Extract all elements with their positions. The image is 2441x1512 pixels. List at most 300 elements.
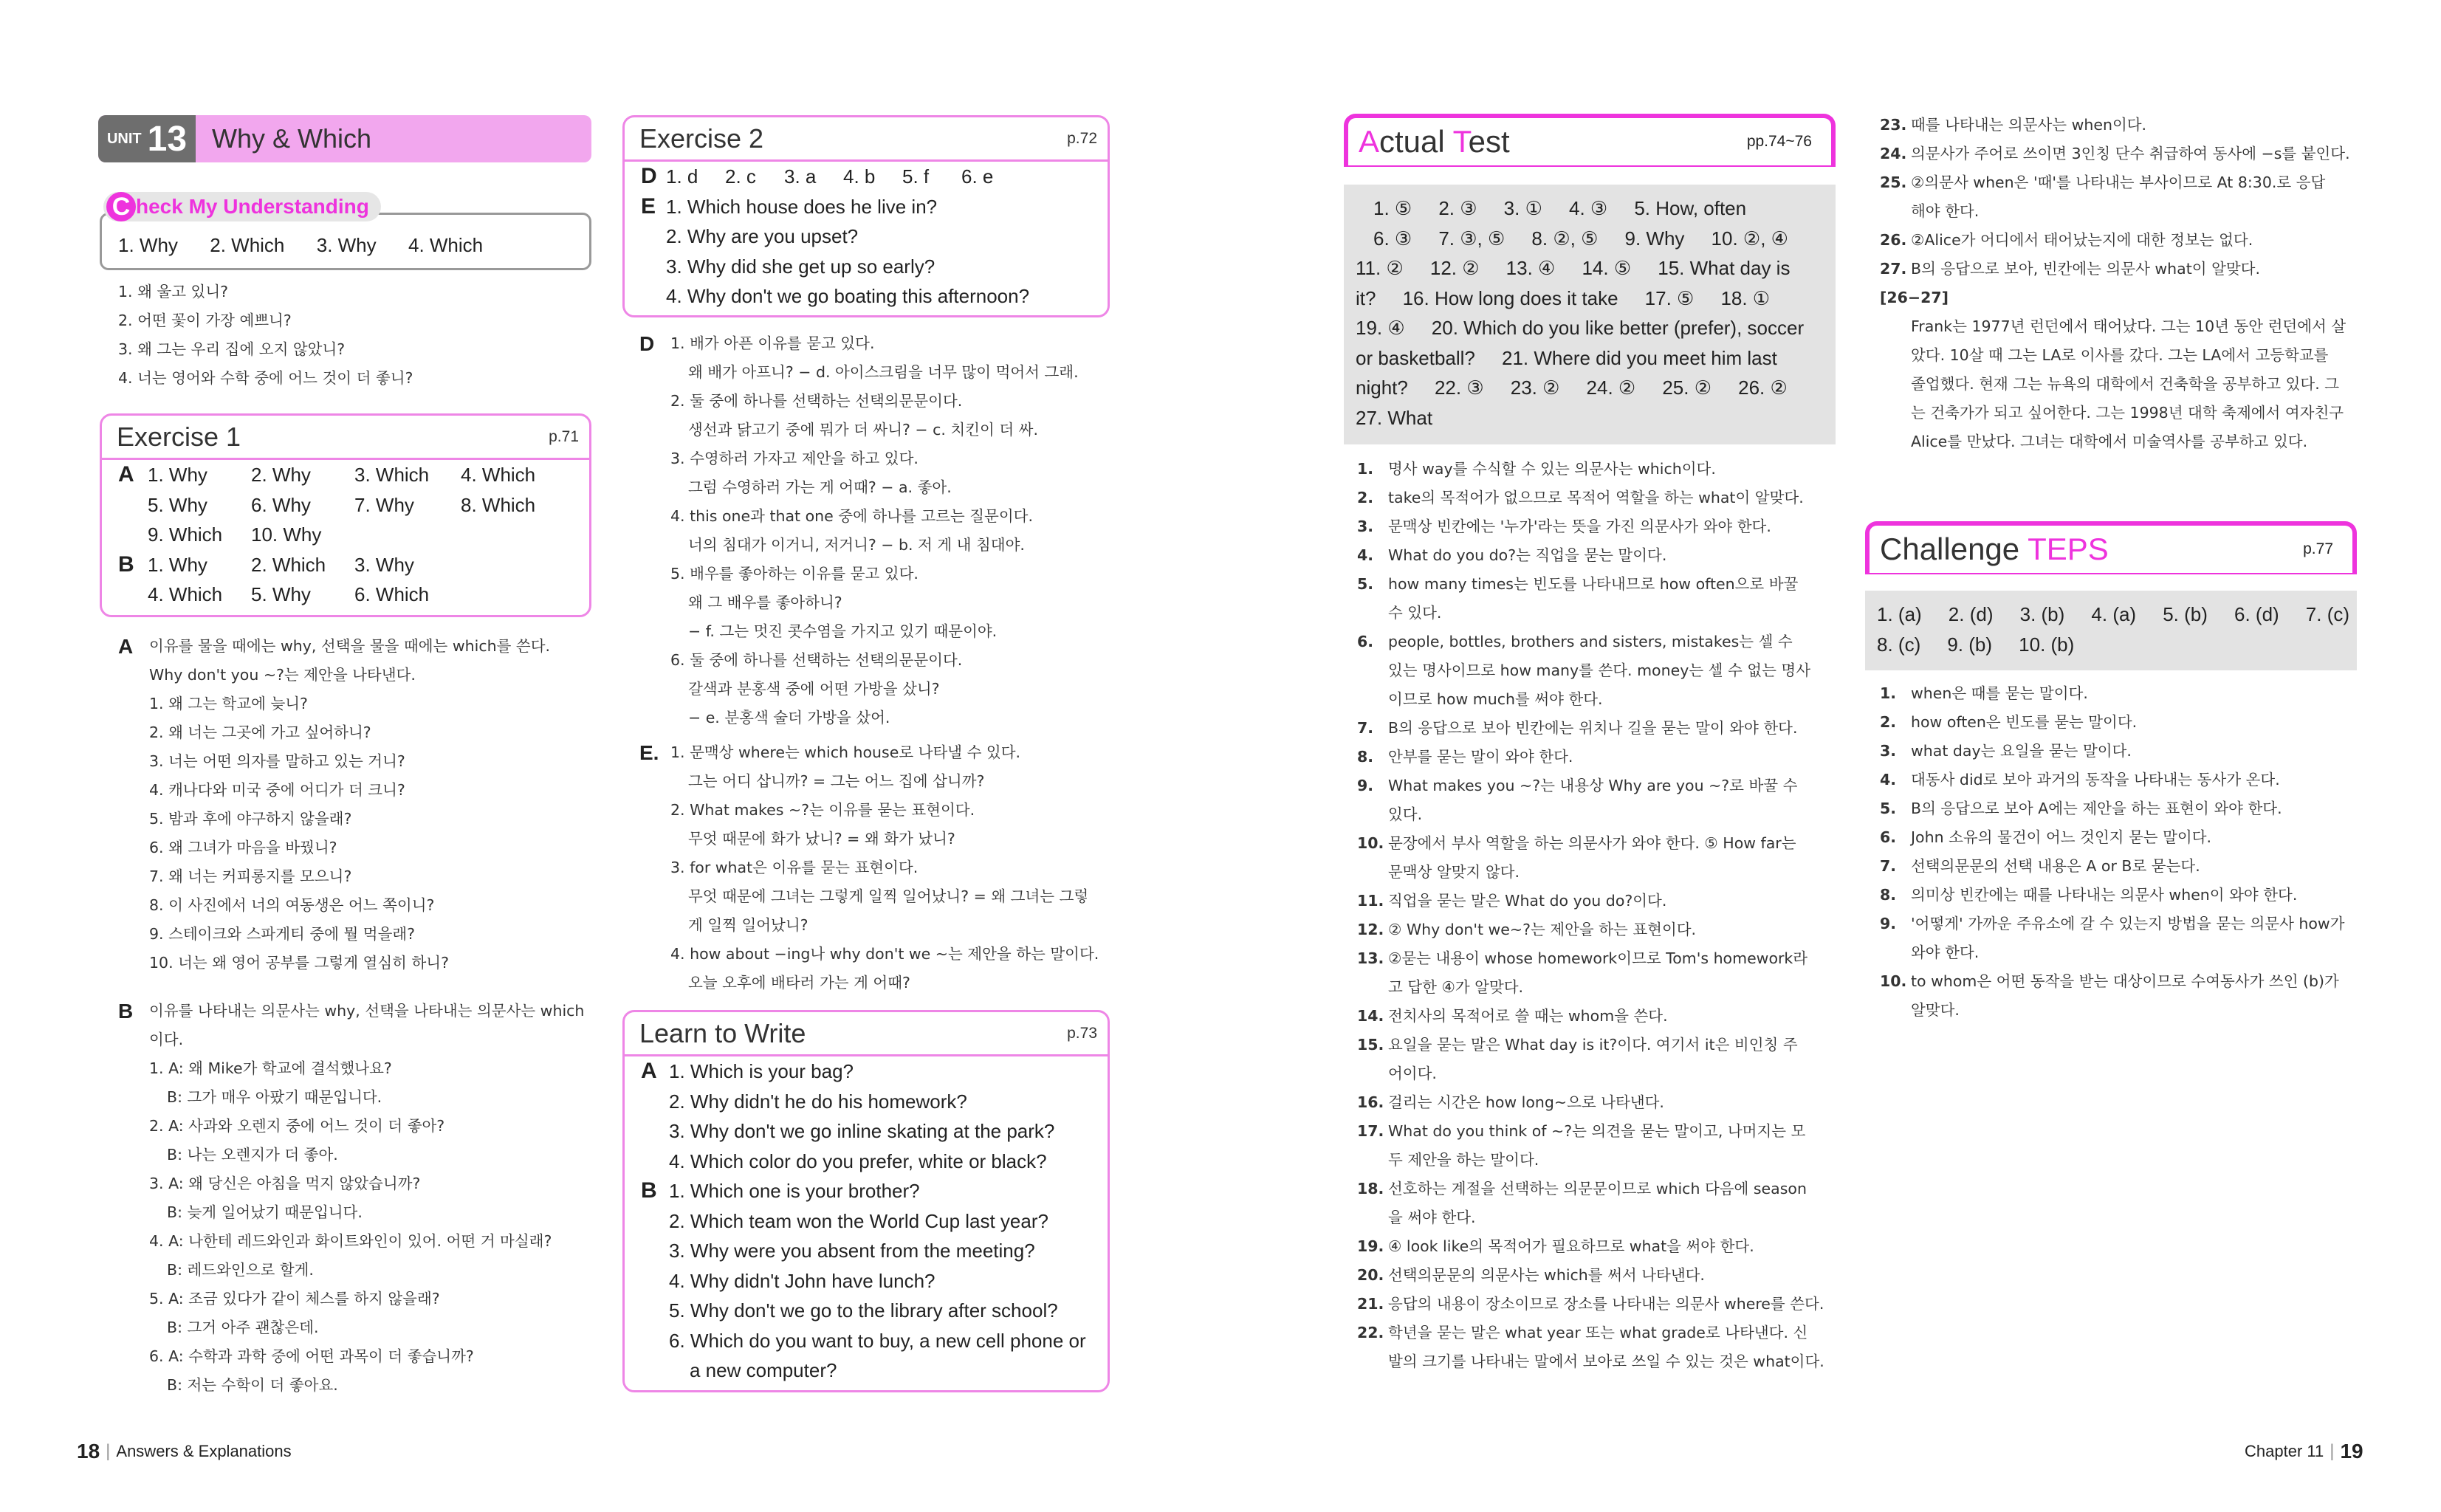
expl-line — [1880, 679, 2360, 708]
expl-line: Why don't you ~?는 제안을 나타낸다. — [149, 666, 416, 684]
expl-number: 11. — [1357, 892, 1384, 910]
answer: 6. e — [961, 165, 994, 188]
expl-text: 안부를 묻는 말이 와야 한다. — [1388, 748, 1573, 766]
expl-number: 12. — [1357, 921, 1384, 938]
check-answers: 1. Why 2. Which 3. Why 4. Which — [118, 234, 484, 256]
expl-text: 두 제안을 하는 말이다. — [1388, 1151, 1539, 1169]
expl-line: − f. 그는 멋진 콧수염을 가지고 있기 때문이야. — [688, 622, 998, 640]
expl-line — [1357, 1319, 1837, 1347]
expl-line — [1357, 1059, 1837, 1088]
expl-text: 학년을 묻는 말은 what year 또는 what grade로 나타낸다. 신 — [1388, 1324, 1808, 1341]
actual-test-explanations-2 — [1880, 111, 2360, 456]
expl-text: 있는 명사이므로 how many를 쓴다. money는 셀 수 없는 명사 — [1388, 662, 1811, 679]
expl-text: 요일을 묻는 말은 What day is it?이다. 여기서 it은 비인칭 주 — [1388, 1036, 1798, 1054]
expl-line: 3. 수영하러 가자고 제안을 하고 있다. — [670, 450, 919, 467]
expl-number: 25. — [1880, 173, 1907, 191]
answer-row: 8. (c) 9. (b) 10. (b) — [1877, 633, 2075, 656]
expl-line — [1880, 766, 2360, 794]
expl-line — [1880, 226, 2360, 255]
expl-line: 5. A: 조금 있다가 같이 체스를 하지 않을래? — [149, 1290, 440, 1307]
expl-number: 14. — [1357, 1007, 1384, 1025]
actual-test-page: pp.74~76 — [1746, 133, 1812, 150]
expl-number: 20. — [1357, 1266, 1384, 1284]
expl-line — [1357, 484, 1837, 512]
expl-line: 4. how about −ing나 why don't we ~는 제안을 하는 말이다. — [670, 945, 1099, 963]
expl-line — [1880, 255, 2360, 284]
expl-line — [1357, 455, 1837, 484]
expl-line: 3. 너는 어떤 의자를 말하고 있는 거니? — [149, 752, 405, 770]
expl-text: 알맞다. — [1911, 1001, 1960, 1019]
answer: 1. Which house does he live in? — [666, 195, 938, 218]
expl-number — [1357, 656, 1388, 685]
title-accent: TEPS — [2028, 532, 2109, 566]
expl-number — [1880, 370, 1911, 399]
expl-text: 직업을 묻는 말은 What do you do?이다. — [1388, 892, 1667, 910]
expl-text: to whom은 어떤 동작을 받는 대상이므로 수여동사가 쓰인 (b)가 — [1911, 972, 2339, 990]
expl-text: 의문사가 주어로 쓰이면 3인칭 단수 취급하여 동사에 −s를 붙인다. — [1911, 145, 2350, 162]
answer: 2. Why didn't he do his homework? — [669, 1090, 967, 1113]
learn-to-write-box — [622, 1010, 1110, 1392]
expl-text: 수 있다. — [1388, 604, 1442, 622]
expl-number: 19. — [1357, 1237, 1384, 1255]
answer: 6. Which do you want to buy, a new cell phone or — [669, 1329, 1086, 1352]
section-label: E — [641, 193, 656, 219]
expl-text: 선택의문문의 선택 내용은 A or B로 묻는다. — [1911, 857, 2200, 875]
expl-line — [1880, 284, 2360, 312]
title-letter: A — [1359, 124, 1380, 159]
answer-row: or basketball? 21. Where did you meet him last — [1356, 346, 1777, 369]
expl-text: 발의 크기를 나타내는 말에서 보아로 쓰일 수 있는 것은 what이다. — [1388, 1353, 1824, 1370]
expl-text: 있다. — [1388, 805, 1423, 823]
expl-line: 4. 캐나다와 미국 중에 어디가 더 크니? — [149, 781, 405, 799]
expl-line: 3. A: 왜 당신은 아침을 먹지 않았습니까? — [149, 1175, 421, 1192]
expl-line: 6. 왜 그녀가 마음을 바꿨니? — [149, 839, 337, 856]
expl-line — [1357, 915, 1837, 944]
expl-line: 생선과 닭고기 중에 뭐가 더 싸니? − c. 치킨이 더 싸. — [688, 421, 1038, 439]
expl-line — [1880, 794, 2360, 823]
answer: 4. Which — [148, 583, 223, 605]
expl-number: 6. — [1357, 633, 1374, 650]
expl-text: Alice를 만났다. 그녀는 대학에서 미술역사를 공부하고 있다. — [1911, 433, 2308, 450]
expl-line: 4. this one과 that one 중에 하나를 고르는 질문이다. — [670, 507, 1033, 525]
expl-line — [1357, 512, 1837, 541]
footer-separator: | — [2330, 1441, 2335, 1461]
section-label: A — [641, 1059, 657, 1083]
answer: 4. b — [843, 165, 876, 188]
expl-line — [1880, 140, 2360, 168]
expl-number: 10. — [1880, 972, 1907, 990]
answer: a new computer? — [690, 1359, 837, 1381]
expl-line: 8. 이 사진에서 너의 여동생은 어느 쪽이니? — [149, 896, 435, 914]
expl-line — [1880, 312, 2360, 341]
answer: 3. Why were you absent from the meeting? — [669, 1240, 1035, 1262]
section-label: D — [639, 332, 655, 355]
expl-line: 오늘 오후에 배타러 가는 게 어때? — [688, 974, 910, 992]
expl-line — [1880, 341, 2360, 370]
section-label: B — [118, 1000, 134, 1023]
expl-line: 7. 왜 너는 커피롱지를 모으니? — [149, 867, 352, 885]
expl-text: 문장에서 부사 역할을 하는 의문사가 와야 한다. ⑤ How far는 — [1388, 834, 1796, 852]
expl-text: B의 응답으로 보아 A에는 제안을 하는 표현이 와야 한다. — [1911, 800, 2282, 817]
expl-number — [1880, 427, 1911, 456]
expl-number: 17. — [1357, 1122, 1384, 1140]
expl-line — [1357, 944, 1837, 973]
expl-number — [1357, 858, 1388, 887]
expl-text: 선택의문문의 의문사는 which를 써서 나타낸다. — [1388, 1266, 1705, 1284]
learn-to-write-page: p.73 — [1067, 1024, 1097, 1042]
unit-badge — [98, 115, 196, 162]
answer: 7. Why — [354, 493, 414, 516]
expl-number: 16. — [1357, 1093, 1384, 1111]
expl-number: 5. — [1880, 800, 1897, 817]
expl-line: 3. for what은 이유를 묻는 표현이다. — [670, 859, 919, 876]
expl-line — [1880, 881, 2360, 910]
expl-line — [1357, 1261, 1837, 1290]
expl-number: 2. — [1357, 489, 1374, 506]
expl-number — [1880, 996, 1911, 1025]
expl-number — [1880, 399, 1911, 427]
expl-line: 5. 배우를 좋아하는 이유를 묻고 있다. — [670, 565, 919, 583]
answer: 6. Why — [251, 493, 311, 516]
answer: 2. Why are you upset? — [666, 225, 859, 247]
expl-text: 문맥상 빈칸에는 '누가'라는 뜻을 가진 의문사가 와야 한다. — [1388, 518, 1771, 535]
expl-number: 26. — [1880, 231, 1907, 249]
check-ko-line: 2. 어떤 꽃이 가장 예쁘니? — [118, 312, 292, 329]
expl-line — [1880, 168, 2360, 197]
explanation-b — [118, 997, 584, 1400]
actual-test-header — [1344, 114, 1836, 167]
expl-text: 해야 한다. — [1911, 202, 1980, 220]
challenge-explanations — [1880, 679, 2360, 1025]
expl-line: 그럼 수영하러 가는 게 어때? − a. 좋아. — [688, 478, 952, 496]
expl-number: 13. — [1357, 949, 1384, 967]
expl-line — [1880, 938, 2360, 967]
expl-text: 명사 way를 수식할 수 있는 의문사는 which이다. — [1388, 460, 1716, 478]
expl-number: 2. — [1880, 713, 1897, 731]
expl-line: B: 그가 매우 아팠기 때문입니다. — [167, 1088, 382, 1106]
expl-line — [1880, 823, 2360, 852]
expl-text: What do you think of ~?는 의견을 묻는 말이고, 나머지는 모 — [1388, 1122, 1806, 1140]
expl-line: − e. 분홍색 술더 가방을 샀어. — [688, 709, 890, 726]
answer: 6. Which — [354, 583, 430, 605]
expl-line: B: 레드와인으로 할게. — [167, 1261, 314, 1279]
expl-line: 이유를 물을 때에는 why, 선택을 물을 때에는 which를 쓴다. — [149, 637, 551, 655]
answer: 1. Which is your bag? — [669, 1060, 854, 1082]
expl-line: 1. 왜 그는 학교에 늦니? — [149, 695, 308, 712]
expl-line: 왜 배가 아프니? − d. 아이스크림을 너무 많이 먹어서 그래. — [688, 363, 1079, 381]
expl-line — [1880, 197, 2360, 226]
challenge-page: p.77 — [2303, 540, 2333, 557]
answer-row: 19. ④ 20. Which do you like better (prefer), soccer — [1356, 317, 1805, 339]
expl-line — [1357, 685, 1837, 714]
expl-text: how many times는 빈도를 나타내므로 how often으로 바꿀 — [1388, 575, 1799, 593]
unit-label: UNIT — [106, 130, 142, 147]
section-label: B — [641, 1178, 657, 1203]
expl-line — [1357, 1117, 1837, 1146]
expl-number — [1357, 1203, 1388, 1232]
answer: 5. f — [902, 165, 930, 188]
expl-number: 24. — [1880, 145, 1907, 162]
page-number: 18 — [77, 1440, 100, 1463]
answer-row — [148, 490, 535, 520]
expl-text: 는 건축가가 되고 싶어한다. 그는 1998년 대학 축제에서 여자친구 — [1911, 404, 2344, 422]
expl-line — [1880, 370, 2360, 399]
expl-number — [1357, 800, 1388, 829]
expl-line: 2. A: 사과와 오렌지 중에 어느 것이 더 좋아? — [149, 1117, 445, 1135]
answer: 3. Why did she get up so early? — [666, 255, 935, 278]
answer: 4. Which — [461, 464, 536, 486]
expl-line — [1880, 996, 2360, 1025]
challenge-title — [1880, 532, 2109, 567]
section-label: B — [118, 551, 134, 577]
expl-line: 갈색과 분홍색 중에 어떤 가방을 샀니? — [688, 680, 940, 698]
expl-line — [1357, 714, 1837, 743]
expl-number: 3. — [1880, 742, 1897, 760]
expl-line — [1357, 541, 1837, 570]
footer-separator: | — [106, 1441, 111, 1461]
expl-text: when은 때를 묻는 말이다. — [1911, 684, 2088, 702]
expl-text: people, bottles, brothers and sisters, mistakes는 셀 수 — [1388, 633, 1793, 650]
challenge-teps-header — [1865, 521, 2357, 574]
answer: 2. Which team won the World Cup last year? — [669, 1209, 1048, 1232]
expl-number: 4. — [1357, 546, 1374, 564]
expl-line: 9. 스테이크와 스파게티 중에 뭘 먹을래? — [149, 925, 416, 943]
expl-line: 6. A: 수학과 과학 중에 어떤 과목이 더 좋습니까? — [149, 1347, 474, 1365]
expl-number — [1357, 1347, 1388, 1376]
expl-text: What do you do?는 직업을 묻는 말이다. — [1388, 546, 1667, 564]
footer-left — [77, 1440, 292, 1463]
expl-line: 이다. — [149, 1031, 184, 1048]
expl-line: 2. What makes ~?는 이유를 묻는 표현이다. — [670, 801, 975, 819]
expl-number: 1. — [1357, 460, 1374, 478]
expl-line: 무엇 때문에 화가 났니? = 왜 화가 났니? — [688, 830, 955, 848]
check-ko-line: 4. 너는 영어와 수학 중에 어느 것이 더 좋니? — [118, 369, 413, 387]
expl-line — [1357, 628, 1837, 656]
expl-line: 무엇 때문에 그녀는 그렇게 일찍 일어났니? = 왜 그녀는 그렇 — [688, 887, 1089, 905]
answer: 9. Which — [148, 523, 223, 546]
answer: 3. Why — [354, 553, 414, 576]
expl-text: John 소유의 물건이 어느 것인지 묻는 말이다. — [1911, 828, 2212, 846]
exercise-2-title: Exercise 2 — [639, 123, 764, 154]
exercise-1-box — [100, 413, 591, 617]
expl-line — [1357, 829, 1837, 858]
expl-text: 때를 나타내는 의문사는 when이다. — [1911, 116, 2147, 134]
expl-text: B의 응답으로 보아, 빈칸에는 의문사 what이 알맞다. — [1911, 260, 2261, 278]
expl-line — [1880, 910, 2360, 938]
expl-number: 6. — [1880, 828, 1897, 846]
expl-line: 5. 밤과 후에 야구하지 않을래? — [149, 810, 352, 828]
answer: 5. Why — [251, 583, 311, 605]
check-understanding-tag — [103, 192, 381, 221]
expl-text: ②의문사 when은 '때'를 나타내는 부사이므로 At 8:30.로 응답 — [1911, 173, 2326, 191]
expl-text: ④ look like의 목적어가 필요하므로 what을 써야 한다. — [1388, 1237, 1754, 1255]
title-part: est — [1468, 124, 1510, 159]
actual-test-title — [1359, 124, 1510, 159]
expl-line: 게 일찍 일어났니? — [688, 916, 808, 934]
check-translations — [118, 278, 413, 393]
expl-number: 7. — [1357, 719, 1374, 737]
expl-number: 18. — [1357, 1180, 1384, 1197]
footer-text: Answers & Explanations — [116, 1442, 292, 1460]
expl-line: B: 그거 아주 괜찮은데. — [167, 1319, 319, 1336]
expl-line — [1357, 1290, 1837, 1319]
expl-line — [1357, 887, 1837, 915]
expl-number: 27. — [1880, 260, 1907, 278]
answer-row — [148, 550, 429, 580]
section-label: A — [118, 462, 134, 487]
check-title: heck My Understanding — [136, 195, 369, 218]
section-label: E. — [639, 741, 659, 764]
explanation-e — [639, 738, 1099, 997]
answer-row — [148, 460, 535, 490]
expl-line: 2. 둘 중에 하나를 선택하는 선택의문문이다. — [670, 392, 963, 410]
answer: 5. Why — [148, 493, 207, 516]
expl-number — [1880, 312, 1911, 341]
expl-line — [1357, 743, 1837, 772]
expl-line: 4. A: 나한테 레드와인과 화이트와인이 있어. 어떤 거 마실래? — [149, 1232, 552, 1250]
answer: 1. Why — [148, 464, 207, 486]
expl-number — [1357, 1146, 1388, 1175]
expl-text: 았다. 10살 때 그는 LA로 이사를 갔다. 그는 LA에서 고등학교를 — [1911, 346, 2329, 364]
answer: 4. Which color do you prefer, white or black? — [669, 1150, 1047, 1172]
expl-line: 10. 너는 왜 영어 공부를 그렇게 열심히 하니? — [149, 954, 449, 972]
answer-row: 11. ② 12. ② 13. ④ 14. ⑤ 15. What day is — [1356, 257, 1791, 279]
answer: 4. Why don't we go boating this afternoon? — [666, 285, 1030, 307]
answer: 3. Which — [354, 464, 430, 486]
answer: 3. a — [784, 165, 817, 188]
answer-row: night? 22. ③ 23. ② 24. ② 25. ② 26. ② — [1356, 377, 1788, 399]
expl-number — [1880, 938, 1911, 967]
expl-number — [1357, 973, 1388, 1002]
expl-line: B: 늦게 일어났기 때문입니다. — [167, 1203, 363, 1221]
expl-line: 1. A: 왜 Mike가 학교에 결석했나요? — [149, 1059, 392, 1077]
expl-text: ②Alice가 어디에서 태어났는지에 대한 정보는 없다. — [1911, 231, 2253, 249]
expl-text: take의 목적어가 없으므로 목적어 역할을 하는 what이 알맞다. — [1388, 489, 1804, 506]
expl-number: 15. — [1357, 1036, 1384, 1054]
expl-line: 그는 어디 삽니까? = 그는 어느 집에 삽니까? — [688, 772, 985, 790]
expl-number: 4. — [1880, 771, 1897, 788]
exercise-2-page: p.72 — [1067, 129, 1097, 147]
expl-number — [1357, 1059, 1388, 1088]
exercise-1-title: Exercise 1 — [117, 421, 241, 452]
check-ko-line: 3. 왜 그는 우리 집에 오지 않았니? — [118, 340, 346, 358]
expl-text: 의미상 빈칸에는 때를 나타내는 의문사 when이 와야 한다. — [1911, 886, 2298, 904]
expl-number: 8. — [1880, 886, 1897, 904]
expl-number — [1880, 197, 1911, 226]
answer: 2. c — [725, 165, 756, 188]
unit-title: Why & Which — [212, 123, 372, 154]
expl-text: 을 써야 한다. — [1388, 1209, 1476, 1226]
expl-number: 1. — [1880, 684, 1897, 702]
expl-text: 이므로 how much를 써야 한다. — [1388, 690, 1603, 708]
expl-line — [1880, 427, 2360, 456]
expl-line: B: 나는 오렌지가 더 좋아. — [167, 1146, 338, 1164]
answer-row — [641, 162, 1029, 192]
expl-line: 1. 문맥상 where는 which house로 나타낼 수 있다. — [670, 743, 1021, 761]
expl-line — [1357, 772, 1837, 800]
answer-row: 27. What — [1356, 406, 1433, 429]
expl-line: 왜 그 배우를 좋아하니? — [688, 594, 842, 611]
answer-row — [148, 520, 535, 550]
expl-number: 9. — [1357, 777, 1374, 794]
answer: 2. Which — [251, 553, 326, 576]
expl-text: 고 답한 ④가 알맞다. — [1388, 978, 1524, 996]
expl-line — [1357, 570, 1837, 599]
expl-line: 너의 침대가 이거니, 저거니? − b. 저 게 내 침대야. — [688, 536, 1025, 554]
answer: 3. Why don't we go inline skating at the park? — [669, 1120, 1055, 1142]
expl-line — [1357, 656, 1837, 685]
expl-text: 문맥상 알맞지 않다. — [1388, 863, 1520, 881]
answer-row: 1. ⑤ 2. ③ 3. ① 4. ③ 5. How, often — [1373, 197, 1747, 219]
expl-line — [1880, 399, 2360, 427]
expl-number: 9. — [1880, 915, 1897, 932]
expl-number: 8. — [1357, 748, 1374, 766]
expl-line — [1880, 708, 2360, 737]
expl-line — [1357, 800, 1837, 829]
answer-row: it? 16. How long does it take 17. ⑤ 18. ① — [1356, 286, 1771, 309]
unit-header — [98, 115, 591, 162]
actual-test-answers — [1344, 185, 1836, 444]
expl-line — [1880, 737, 2360, 766]
answer-row: 6. ③ 7. ③, ⑤ 8. ②, ⑤ 9. Why 10. ②, ④ — [1373, 227, 1788, 250]
footer-right — [2245, 1440, 2363, 1463]
expl-number: 23. — [1880, 116, 1907, 134]
answer: 5. Why don't we go to the library after school? — [669, 1299, 1058, 1322]
answer: 10. Why — [251, 523, 322, 546]
expl-number — [1357, 685, 1388, 714]
expl-line — [1357, 973, 1837, 1002]
expl-line — [1880, 111, 2360, 140]
expl-number: 3. — [1357, 518, 1374, 535]
answer: 4. Why didn't John have lunch? — [669, 1269, 935, 1292]
expl-line — [1880, 852, 2360, 881]
exercise-1-page: p.71 — [549, 427, 579, 445]
expl-number: 10. — [1357, 834, 1384, 852]
expl-text: 졸업했다. 현재 그는 뉴욕의 대학에서 건축학을 공부하고 있다. 그 — [1911, 375, 2340, 393]
actual-test-explanations — [1357, 455, 1837, 1376]
expl-line — [1357, 1146, 1837, 1175]
expl-text: 걸리는 시간은 how long~으로 나타낸다. — [1388, 1093, 1664, 1111]
expl-line — [1357, 1232, 1837, 1261]
expl-text: ②묻는 내용이 whose homework이므로 Tom's homework라 — [1388, 949, 1808, 967]
expl-text: what day는 요일을 묻는 말이다. — [1911, 742, 2132, 760]
expl-text: ② Why don't we~?는 제안을 하는 표현이다. — [1388, 921, 1697, 938]
expl-line: 이유를 나타내는 의문사는 why, 선택을 나타내는 의문사는 which — [149, 1002, 585, 1020]
answer: 1. d — [666, 165, 698, 188]
expl-line — [1357, 1002, 1837, 1031]
answer: 8. Which — [461, 493, 536, 516]
expl-text: how often은 빈도를 묻는 말이다. — [1911, 713, 2138, 731]
expl-text: 응답의 내용이 장소이므로 장소를 나타내는 의문사 where를 쓴다. — [1388, 1295, 1824, 1313]
answer-row — [148, 580, 429, 610]
expl-line — [1357, 1175, 1837, 1203]
expl-line: 2. 왜 너는 그곳에 가고 싶어하니? — [149, 724, 371, 741]
page-number: 19 — [2340, 1440, 2363, 1463]
expl-line: 1. 배가 아픈 이유를 묻고 있다. — [670, 334, 875, 352]
expl-line — [1357, 1347, 1837, 1376]
expl-line — [1880, 967, 2360, 996]
section-label: D — [641, 164, 657, 188]
expl-line: B: 저는 수학이 더 좋아요. — [167, 1376, 338, 1394]
check-ko-line: 1. 왜 울고 있니? — [118, 283, 229, 300]
expl-number: 7. — [1880, 857, 1897, 875]
expl-line — [1357, 858, 1837, 887]
expl-text: '어떻게' 가까운 주유소에 갈 수 있는지 방법을 묻는 의문사 how가 — [1911, 915, 2345, 932]
explanation-a — [118, 632, 550, 977]
expl-text: 어이다. — [1388, 1065, 1437, 1082]
expl-text: 선호하는 계절을 선택하는 의문문이므로 which 다음에 season — [1388, 1180, 1807, 1197]
answer: 2. Why — [251, 464, 311, 486]
